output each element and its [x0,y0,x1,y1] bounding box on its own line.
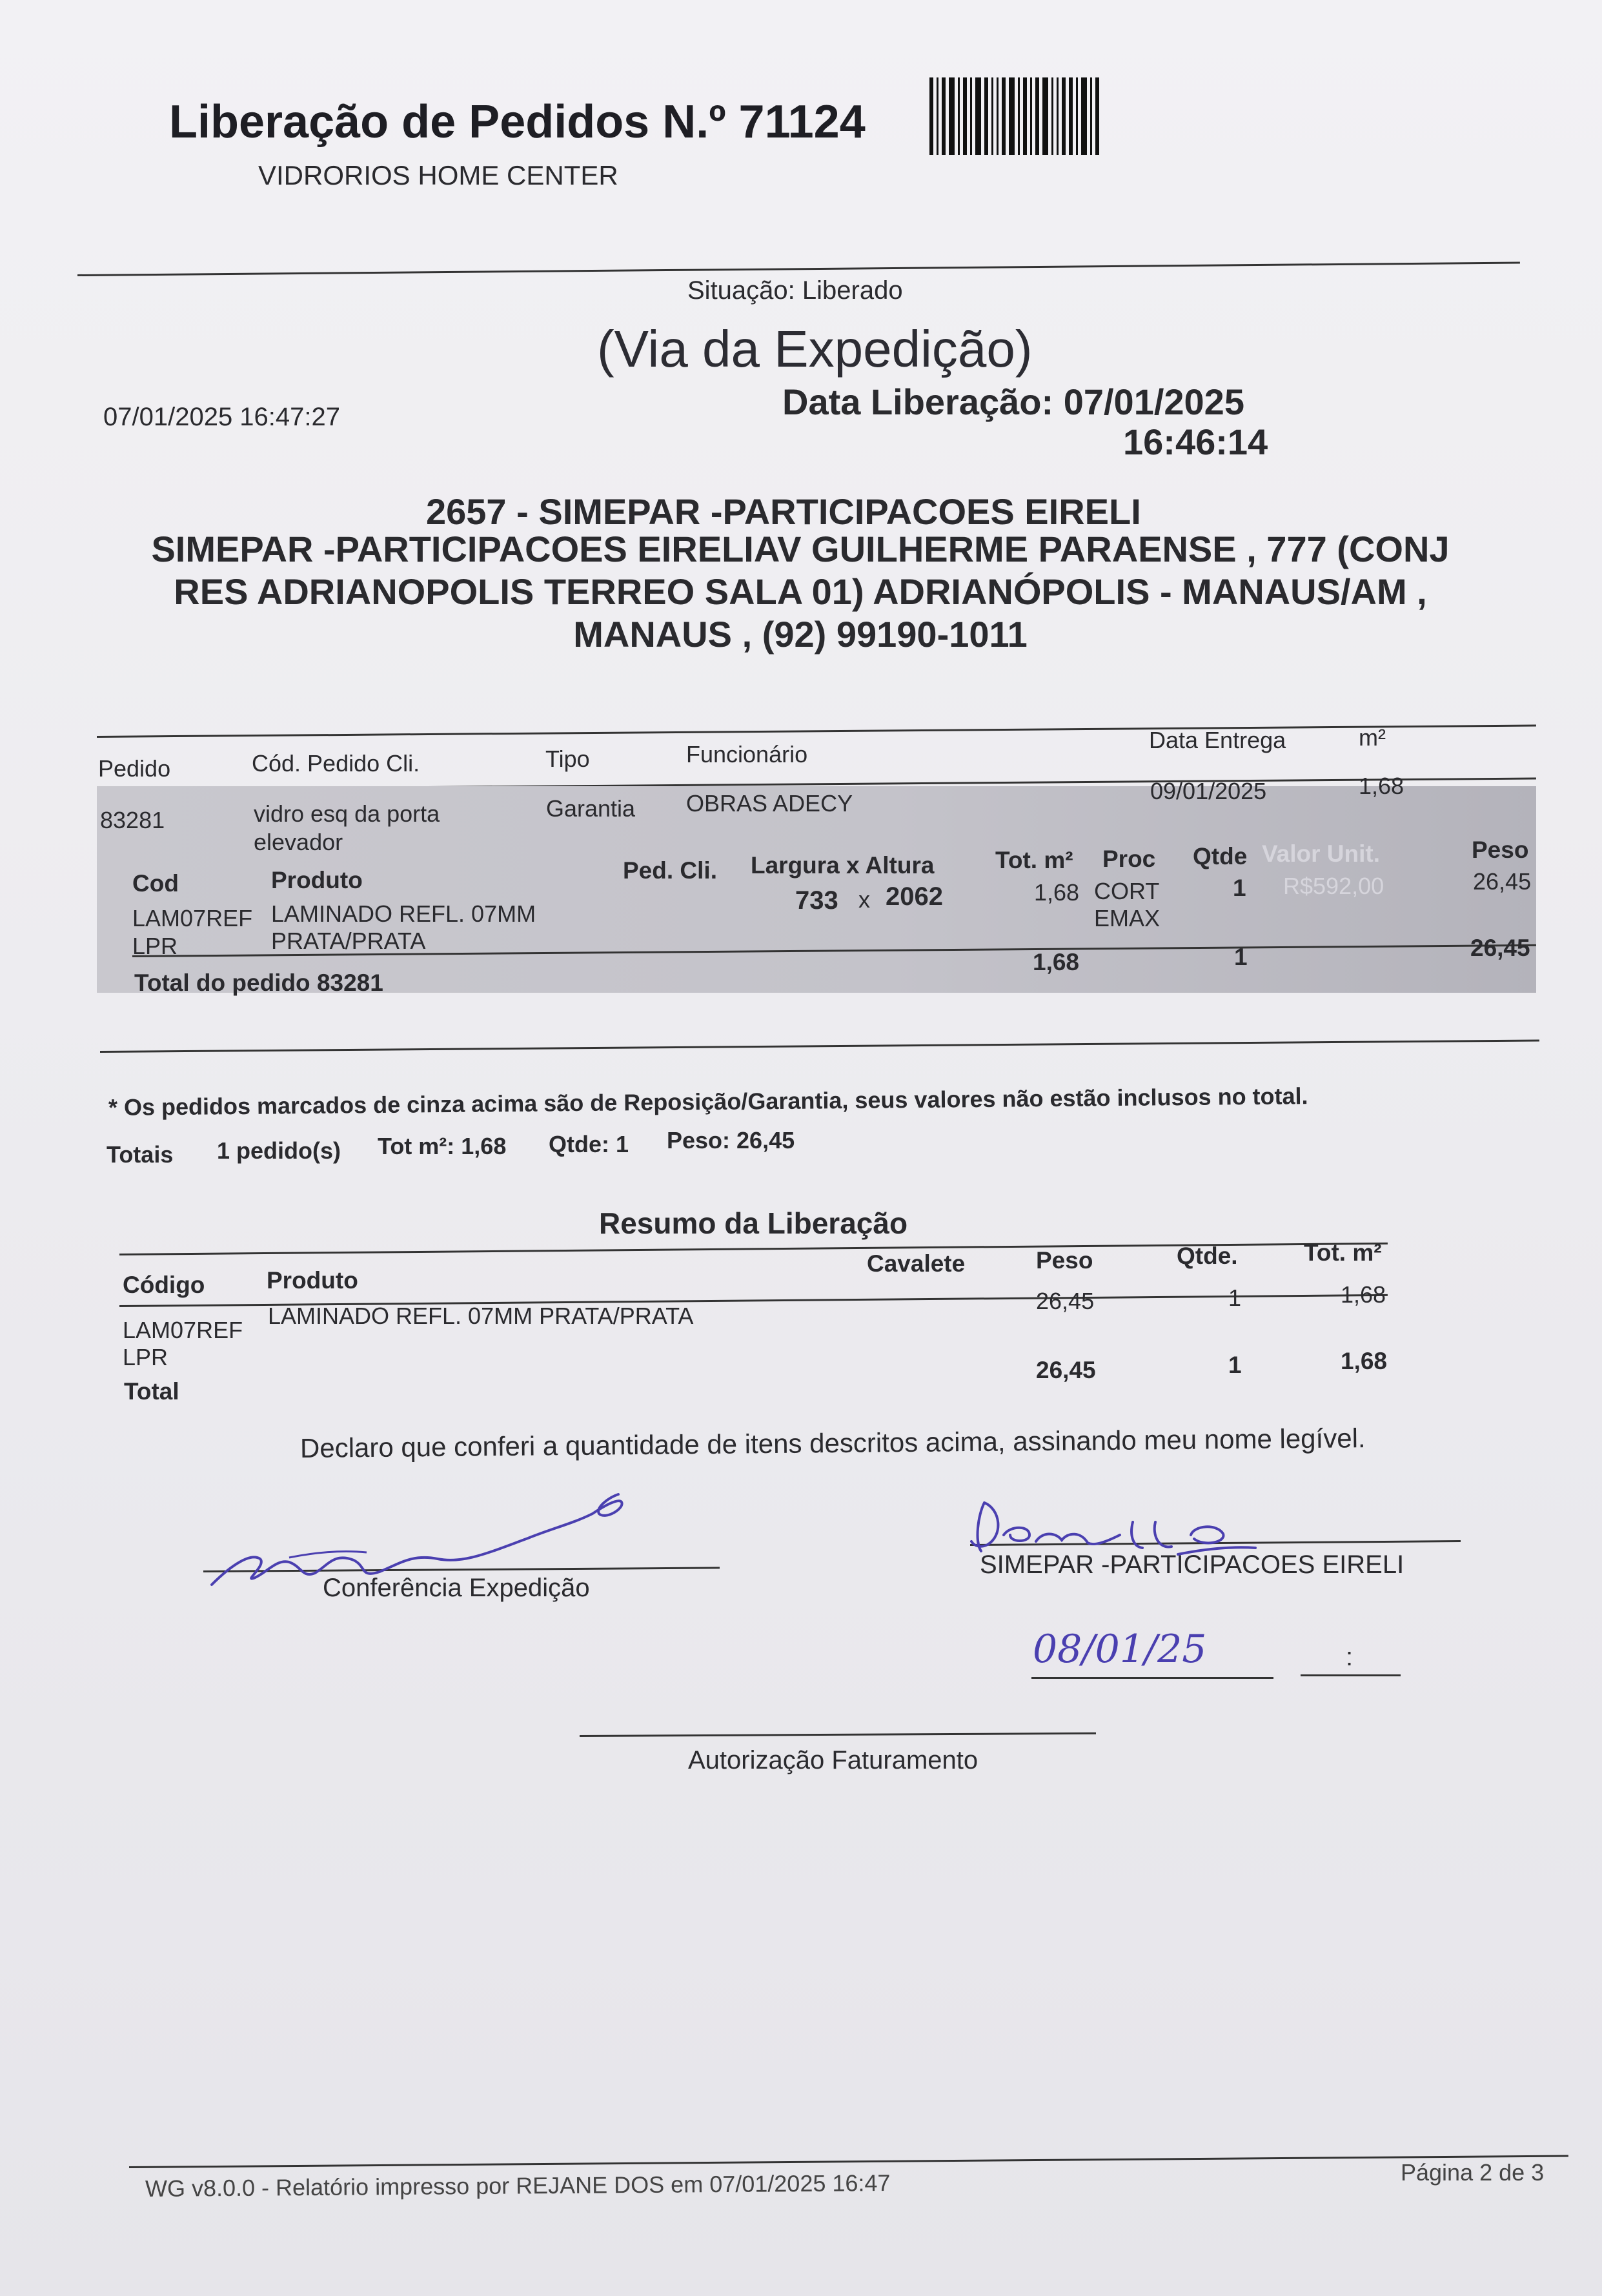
address-line: MANAUS , (92) 99190-1011 [573,614,1028,655]
barcode-bar [1018,77,1020,155]
barcode-bar [963,77,967,155]
page-number: Página 2 de 3 [1401,2159,1545,2186]
table-top-rule [97,724,1536,738]
totals-orders: 1 pedido(s) [217,1137,341,1164]
item-header-largura-altura: Largura x Altura [751,852,935,879]
time-line [1301,1674,1401,1676]
barcode-bar [1035,77,1039,155]
summary-header-codigo: Código [123,1272,205,1298]
summary-total-weight: 26,45 [1036,1357,1096,1383]
warranty-note: * Os pedidos marcados de cinza acima são de Reposição/Garantia, seus valores não estão inclusos no total. [108,1082,1308,1121]
barcode-bar [1051,77,1053,155]
summary-qty: 1 [1228,1285,1242,1311]
barcode-bar [942,77,946,155]
col-header-funcionario: Funcionário [686,741,808,767]
signature-label-cliente: SIMEPAR -PARTICIPACOES EIRELI [980,1550,1404,1579]
summary-total-qty: 1 [1228,1352,1242,1378]
footer-rule [129,2155,1568,2168]
barcode-bar [1030,77,1032,155]
summary-product: LAMINADO REFL. 07MM PRATA/PRATA [268,1303,694,1329]
col-header-cod-pedido-cli: Cód. Pedido Cli. [252,750,420,777]
barcode-bar [1069,77,1073,155]
summary-header-qtde: Qtde. [1177,1243,1238,1269]
copy-type: (Via da Expedição) [597,320,1033,378]
handwritten-date: 08/01/25 [1033,1627,1207,1672]
item-header-peso: Peso [1472,837,1529,863]
item-header-qtde: Qtde [1193,843,1248,869]
item-product: PRATA/PRATA [271,928,426,954]
order-total-label: Total do pedido 83281 [134,970,383,996]
barcode-bar [1057,77,1059,155]
declaration-text: Declaro que conferi a quantidade de itens descritos acima, assinando meu nome legível. [299,1423,1366,1463]
header-divider [77,261,1520,276]
order-type: Garantia [546,795,636,822]
summary-weight: 26,45 [1036,1288,1095,1314]
col-header-tipo: Tipo [545,746,590,772]
signature-label-conferencia: Conferência Expedição [323,1574,590,1602]
totals-label: Totais [106,1141,174,1168]
totals-weight: Peso: 26,45 [667,1127,795,1153]
item-code: LAM07REF [132,905,253,931]
barcode-bar [1002,77,1006,155]
barcode-bar [975,77,981,155]
barcode-bar [970,77,972,155]
barcode-bar [1023,77,1027,155]
item-header-tot-m2: Tot. m² [995,847,1073,873]
item-qty: 1 [1233,875,1246,901]
order-total-m2: 1,68 [1033,949,1080,975]
order-total-qty: 1 [1234,944,1248,970]
summary-header-cavalete: Cavalete [867,1250,966,1277]
time-placeholder: : [1346,1643,1354,1671]
employee-name: OBRAS ADECY [686,790,853,817]
summary-total-label: Total [124,1378,179,1405]
printed-timestamp: 07/01/2025 16:47:27 [103,403,341,431]
client-title: 2657 - SIMEPAR -PARTICIPACOES EIRELI [426,491,1141,532]
item-header-cod: Cod [132,870,179,897]
footer-report: WG v8.0.0 - Relatório impresso por REJANE DOS em 07/01/2025 16:47 [145,2169,891,2202]
item-dimension-separator: x [858,886,870,913]
item-header-proc: Proc [1102,846,1156,872]
summary-header-peso: Peso [1036,1247,1093,1274]
summary-code: LPR [123,1344,168,1370]
item-height: 2062 [886,882,943,911]
barcode-bar [984,77,988,155]
summary-header-produto: Produto [267,1267,358,1294]
summary-total-m2: 1,68 [1341,1348,1388,1374]
barcode-bar [991,77,993,155]
item-header-valor-unit: Valor Unit. [1262,840,1380,867]
item-width: 733 [795,886,838,915]
item-product: LAMINADO REFL. 07MM [271,900,536,927]
barcode-bar [1042,77,1048,155]
item-process: CORT [1094,878,1160,904]
totals-qty: Qtde: 1 [549,1131,629,1157]
barcode-bar [1095,77,1099,155]
barcode-bar [949,77,955,155]
release-date: Data Liberação: 07/01/2025 [782,381,1244,422]
release-time: 16:46:14 [1123,422,1268,462]
order-total-weight: 26,45 [1470,935,1530,961]
item-weight: 26,45 [1473,868,1532,895]
barcode-bar [1009,77,1015,155]
company-name: VIDRORIOS HOME CENTER [258,160,618,190]
item-code: LPR [132,933,178,959]
barcode-bar [1062,77,1066,155]
signature-line [580,1732,1096,1737]
barcode-bar [929,77,933,155]
col-header-pedido: Pedido [98,755,171,782]
signature-label-autorizacao: Autorização Faturamento [688,1746,978,1774]
item-tot-m2: 1,68 [1034,879,1080,906]
address-line: SIMEPAR -PARTICIPACOES EIRELIAV GUILHERME PARAENSE , 777 (CONJ [151,529,1450,569]
item-unit-value: R$592,00 [1283,873,1384,899]
summary-code: LAM07REF [123,1317,243,1343]
item-process: EMAX [1094,905,1161,931]
delivery-date: 09/01/2025 [1150,778,1267,804]
summary-title: Resumo da Liberação [599,1206,908,1240]
date-line [1031,1677,1273,1679]
summary-m2: 1,68 [1341,1281,1386,1308]
document-title: Liberação de Pedidos N.º 71124 [169,96,866,148]
col-header-data-entrega: Data Entrega [1149,727,1286,753]
signature-conferencia [205,1488,631,1591]
totals-m2: Tot m²: 1,68 [378,1133,507,1159]
barcode-bar [997,77,999,155]
status-text: Situação: Liberado [687,276,903,305]
address-line: RES ADRIANOPOLIS TERREO SALA 01) ADRIANÓPOLIS - MANAUS/AM , [174,571,1427,612]
signature-cliente [965,1496,1275,1561]
order-number: 83281 [100,807,165,833]
col-header-m2: m² [1359,724,1386,751]
barcode-bar [1076,77,1078,155]
summary-header-tot-m2: Tot. m² [1304,1239,1382,1266]
barcode-bar [937,77,938,155]
client-order-code: vidro esq da porta [254,800,440,827]
client-order-code: elevador [254,829,343,855]
barcode-bar [1090,77,1092,155]
barcode [929,77,1184,155]
item-header-ped-cli: Ped. Cli. [623,857,717,884]
order-m2: 1,68 [1359,773,1404,799]
barcode-bar [1081,77,1087,155]
table-bottom-rule [100,1039,1539,1053]
barcode-bar [958,77,960,155]
client-address [103,528,1497,656]
item-header-produto: Produto [271,867,363,893]
